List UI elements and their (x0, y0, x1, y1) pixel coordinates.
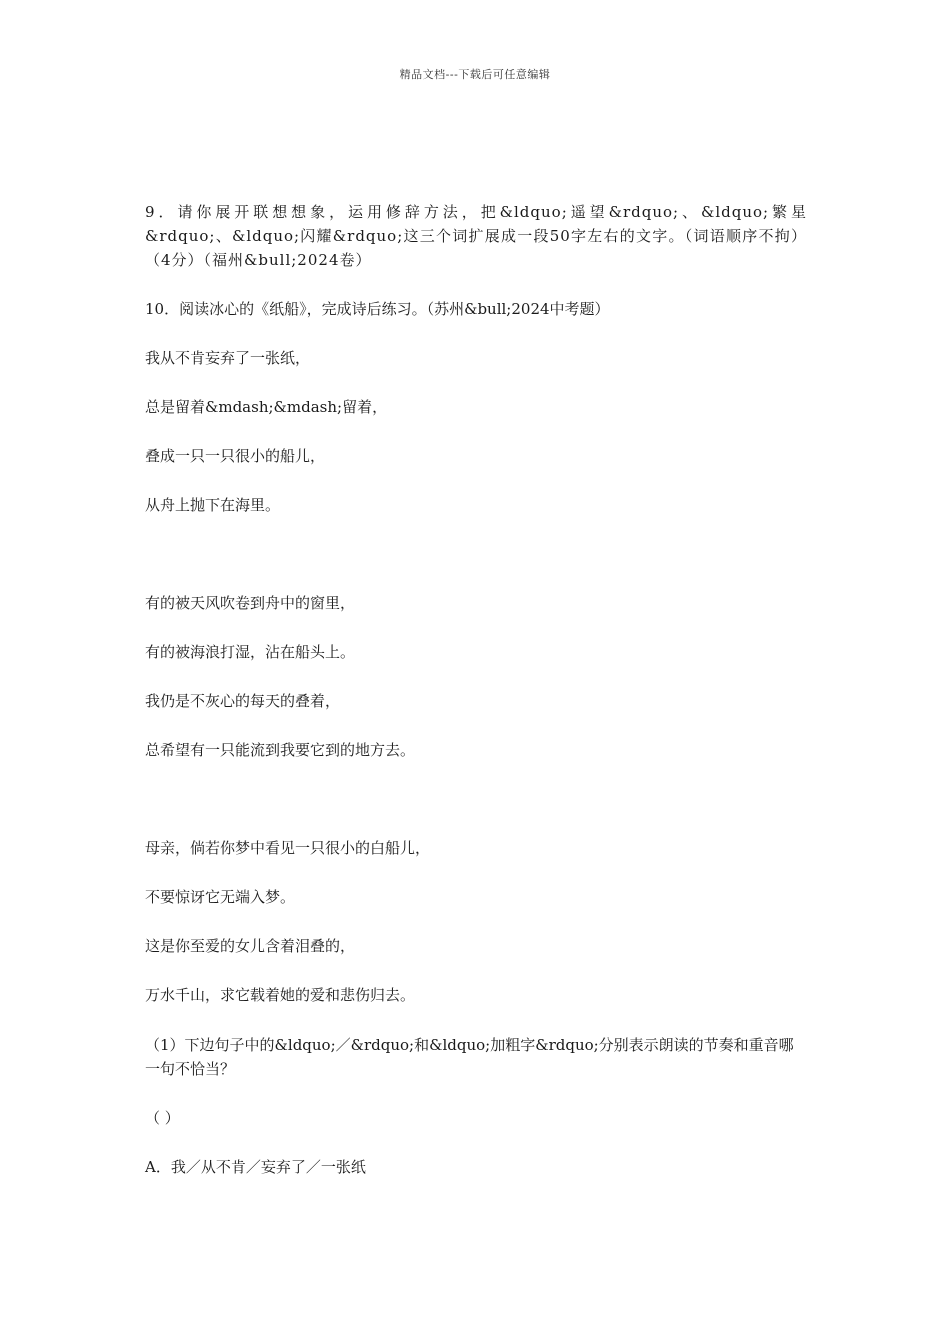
poem-line: 叠成一只一只很小的船儿， (145, 447, 326, 465)
poem-line: 万水千山，求它载着她的爱和悲伤归去。 (145, 986, 416, 1004)
poem-line: 不要惊讶它无端入梦。 (145, 888, 296, 906)
question-9: 9．请你展开联想想象，运用修辞方法，把&ldquo;遥望&rdquo;、&ldquo;繁星&rdquo;、&ldquo;闪耀&rdquo;这三个词扩展成一段50字左右的文字。（词语顺序不拘）（4分）（福州&bull;2024卷） (145, 203, 807, 269)
poem-line: 从舟上抛下在海里。 (145, 496, 281, 514)
document-body (145, 200, 807, 1179)
poem-line: 我仍是不灰心的每天的叠着， (145, 692, 341, 710)
poem-line: 总是留着&mdash;&mdash;留着， (145, 398, 388, 416)
poem-line: 有的被海浪打湿，沾在船头上。 (145, 643, 356, 661)
poem-line: 这是你至爱的女儿含着泪叠的， (145, 937, 356, 955)
answer-blank: （ ） (145, 1109, 180, 1127)
poem-line: 有的被天风吹卷到舟中的窗里， (145, 594, 356, 612)
sub-question-1: （1）下边句子中的&ldquo;／&rdquo;和&ldquo;加粗字&rdquo;分别表示朗读的节奏和重音哪一句不恰当？ (145, 1036, 794, 1078)
option-a: A．我／从不肯／妄弃了／一张纸 (145, 1158, 366, 1176)
poem-line: 总希望有一只能流到我要它到的地方去。 (145, 741, 416, 759)
poem-line: 我从不肯妄弃了一张纸， (145, 349, 311, 367)
question-10-intro: 10．阅读冰心的《纸船》，完成诗后练习。（苏州&bull;2024中考题） (145, 300, 610, 318)
poem-line: 母亲，倘若你梦中看见一只很小的白船儿， (145, 839, 431, 857)
page-header: 精品文档---下载后可任意编辑 (399, 68, 551, 81)
